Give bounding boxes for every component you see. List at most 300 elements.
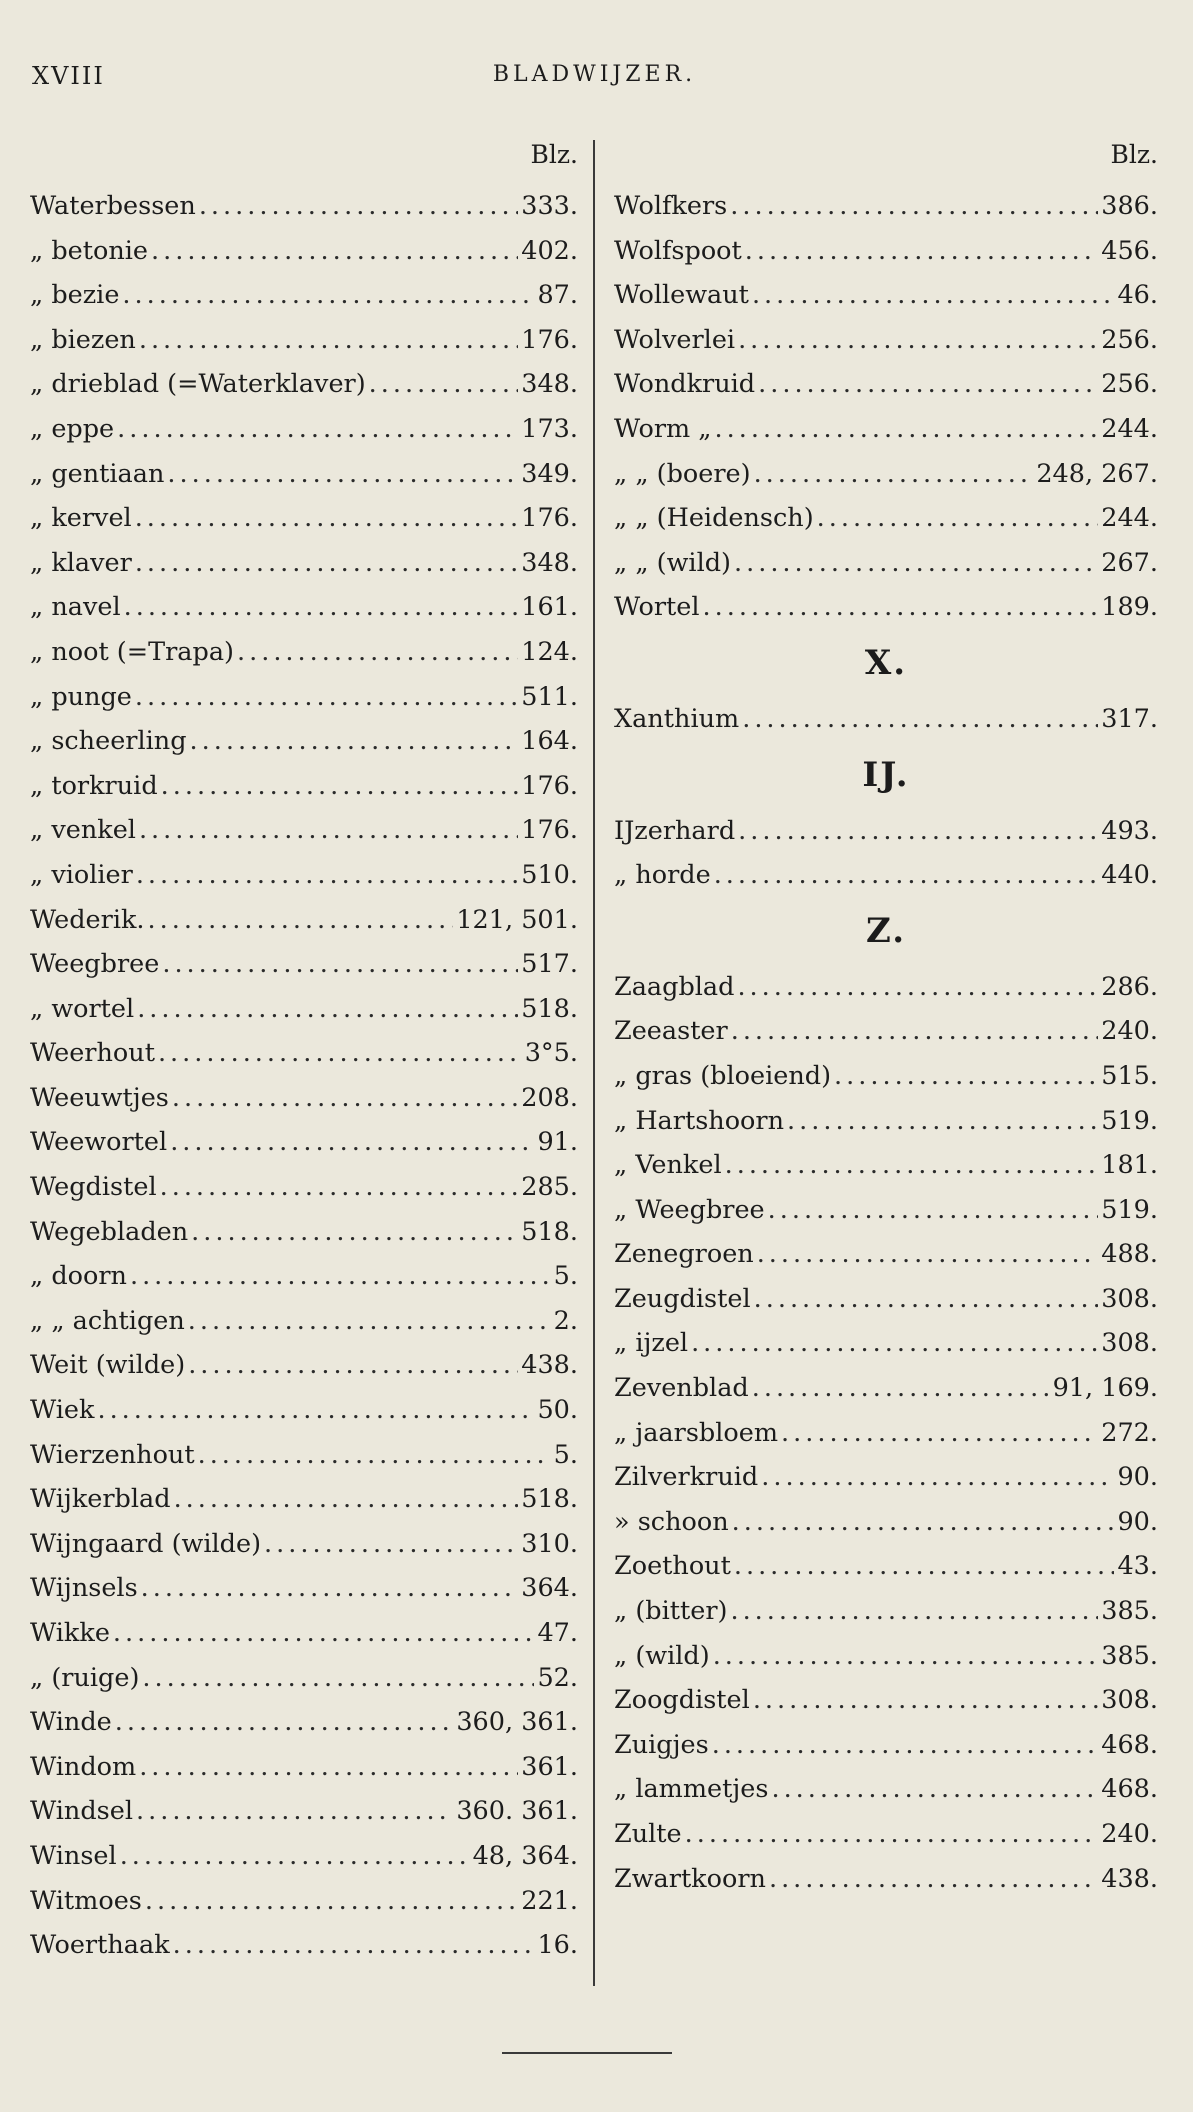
entry-page-number: 5. <box>553 1439 578 1470</box>
section-heading-x: X. <box>864 642 908 683</box>
dot-leader <box>130 1254 551 1299</box>
entry-page-number: 52. <box>537 1662 578 1693</box>
entry-page-number: 90. <box>1117 1506 1158 1537</box>
dot-leader <box>730 1589 1098 1634</box>
index-entry <box>30 1566 578 1611</box>
index-entry <box>30 229 578 274</box>
dot-leader <box>734 541 1098 586</box>
dot-leader <box>754 1277 1099 1322</box>
entry-term: » schoon <box>614 1506 729 1537</box>
entry-term: „ punge <box>30 681 132 712</box>
index-entry <box>614 184 1158 229</box>
entry-page-number: 16. <box>537 1930 578 1961</box>
dot-leader <box>117 407 518 452</box>
entry-page-number: 173. <box>521 413 578 444</box>
index-entry <box>614 1366 1158 1411</box>
dot-leader <box>730 184 1098 229</box>
entry-term: „ jaarsbloem <box>614 1417 779 1448</box>
index-entry <box>614 1723 1158 1768</box>
entry-page-number: 50. <box>537 1395 578 1426</box>
dot-leader <box>115 1700 454 1745</box>
dot-leader <box>97 1388 534 1433</box>
entry-page-number: 286. <box>1101 971 1158 1002</box>
entry-term: Wikke <box>30 1618 110 1648</box>
entry-term: Zeeaster <box>614 1016 728 1047</box>
entry-page-number: 308. <box>1101 1685 1158 1716</box>
index-entry <box>614 965 1158 1010</box>
dot-leader <box>148 898 454 943</box>
index-entry <box>614 1009 1158 1054</box>
entry-term: „ „ (wild) <box>614 547 731 578</box>
entry-term: Wegebladen <box>30 1216 189 1247</box>
entry-term: „ venkel <box>30 815 136 846</box>
entry-term: „ horde <box>614 860 711 891</box>
entry-page-number: 176. <box>521 770 578 801</box>
entry-page-number: 90. <box>1117 1462 1158 1493</box>
index-entry <box>30 585 578 630</box>
index-entry <box>30 1522 578 1567</box>
dot-leader <box>834 1054 1098 1099</box>
entry-page-number: 386. <box>1101 191 1158 221</box>
entry-term: Zuigjes <box>614 1729 709 1760</box>
dot-leader <box>158 1031 522 1076</box>
index-entry <box>30 1076 578 1121</box>
index-entry <box>30 1879 578 1924</box>
index-entry <box>30 942 578 987</box>
index-entry <box>614 853 1158 898</box>
dot-leader <box>191 1210 518 1255</box>
entry-page-number: 519. <box>1101 1105 1158 1136</box>
entry-page-number: 272. <box>1101 1417 1158 1448</box>
entry-term: Xanthium <box>614 703 740 734</box>
left-column <box>30 140 578 1968</box>
index-entry <box>614 541 1158 586</box>
entry-term: „ scheerling <box>30 726 187 757</box>
dot-leader <box>170 1120 534 1165</box>
section-heading-z: Z. <box>865 910 907 951</box>
page-title: BLADWIJZER. <box>492 62 697 87</box>
dot-leader <box>135 496 519 541</box>
index-entry <box>614 1411 1158 1456</box>
entry-page-number: 385. <box>1101 1596 1158 1627</box>
entry-page-number: 240. <box>1101 1016 1158 1047</box>
entry-term: „ (ruige) <box>30 1662 140 1693</box>
dot-leader <box>141 1566 519 1611</box>
entry-page-number: 438. <box>1101 1863 1158 1894</box>
entry-term: „ klaver <box>30 547 132 578</box>
entry-page-number: 121, 501. <box>456 904 578 935</box>
entry-page-number: 361. <box>521 1751 578 1782</box>
dot-leader <box>712 1723 1099 1768</box>
index-entry <box>30 1789 578 1834</box>
index-entry <box>30 1299 578 1344</box>
entry-term: „ torkruid <box>30 770 158 801</box>
entry-page-number: 510. <box>521 859 578 890</box>
entry-term: „ ijzel <box>614 1328 689 1359</box>
index-entry <box>30 318 578 363</box>
entry-page-number: 456. <box>1101 235 1158 266</box>
entry-page-number: 468. <box>1101 1729 1158 1760</box>
entry-page-number: 164. <box>521 726 578 757</box>
index-entry <box>614 229 1158 274</box>
dot-leader <box>761 1455 1114 1500</box>
dot-leader <box>685 1812 1099 1857</box>
dot-leader <box>190 719 519 764</box>
dot-leader <box>752 1366 1050 1411</box>
entry-term: „ doorn <box>30 1261 127 1292</box>
index-entry-list <box>614 809 1158 898</box>
entry-term: Weewortel <box>30 1127 168 1158</box>
index-entry <box>614 809 1158 854</box>
index-entry <box>30 1165 578 1210</box>
dot-leader <box>745 229 1098 274</box>
index-entry <box>614 496 1158 541</box>
dot-leader <box>817 496 1099 541</box>
index-entry <box>30 1388 578 1433</box>
entry-term: „ gras (bloeiend) <box>614 1060 832 1091</box>
index-entry <box>30 1834 578 1879</box>
dot-leader <box>754 452 1034 497</box>
dot-leader <box>136 853 518 898</box>
section-heading-ij: IJ. <box>862 754 910 795</box>
index-entry-list <box>614 184 1158 630</box>
index-entry <box>614 1857 1158 1902</box>
entry-page-number: 364. <box>521 1573 578 1604</box>
entry-term: IJzerhard <box>614 815 736 846</box>
index-entry <box>614 1634 1158 1679</box>
entry-page-number: 2. <box>553 1305 578 1336</box>
index-entry <box>30 987 578 1032</box>
right-column <box>614 140 1158 1901</box>
entry-page-number: 48, 364. <box>472 1840 578 1871</box>
index-entry <box>30 1433 578 1478</box>
entry-page-number: 5. <box>553 1261 578 1292</box>
entry-term: „ violier <box>30 859 133 890</box>
dot-leader <box>120 1834 470 1879</box>
index-entry <box>30 1210 578 1255</box>
entry-term: Zwartkoorn <box>614 1863 766 1894</box>
dot-leader <box>734 1544 1115 1589</box>
dot-leader <box>742 697 1098 742</box>
entry-page-number: 43. <box>1117 1551 1158 1582</box>
entry-page-number: 348. <box>521 369 578 400</box>
index-entry <box>30 675 578 720</box>
entry-term: Weerhout <box>30 1038 155 1069</box>
index-entry <box>614 1500 1158 1545</box>
entry-term: Zeugdistel <box>614 1283 751 1314</box>
entry-term: Wolfspoot <box>614 235 742 266</box>
entry-term: „ gentiaan <box>30 458 165 489</box>
entry-page-number: 181. <box>1101 1150 1158 1181</box>
dot-leader <box>714 853 1099 898</box>
entry-term: „ (bitter) <box>614 1596 728 1627</box>
entry-term: Waterbessen <box>30 191 196 221</box>
entry-term: Zoogdistel <box>614 1685 750 1716</box>
entry-term: „ bezie <box>30 280 120 311</box>
entry-page-number: 47. <box>537 1618 578 1648</box>
entry-page-number: 91, 169. <box>1052 1373 1158 1404</box>
dot-leader <box>139 1745 518 1790</box>
entry-page-number: 87. <box>537 280 578 311</box>
index-entry <box>614 1455 1158 1500</box>
index-entry <box>614 1277 1158 1322</box>
dot-leader <box>198 1433 551 1478</box>
entry-page-number: 161. <box>521 592 578 623</box>
dot-leader <box>738 809 1098 854</box>
dot-leader <box>769 1857 1098 1902</box>
column-heading-blz: Blz. <box>1110 140 1158 169</box>
index-entry <box>614 1143 1158 1188</box>
index-entry <box>30 541 578 586</box>
index-entry <box>30 1656 578 1701</box>
dot-leader <box>787 1099 1098 1144</box>
index-entry <box>614 1321 1158 1366</box>
dot-leader <box>188 1299 551 1344</box>
entry-page-number: 511. <box>521 681 578 712</box>
entry-term: Zevenblad <box>614 1373 749 1404</box>
column-heading-blz: Blz. <box>530 140 578 169</box>
dot-leader <box>771 1767 1098 1812</box>
entry-page-number: 518. <box>521 1216 578 1247</box>
index-entry <box>30 273 578 318</box>
index-entry <box>614 1678 1158 1723</box>
index-entry <box>614 1054 1158 1099</box>
dot-leader <box>752 273 1115 318</box>
entry-term: Wijnsels <box>30 1573 138 1604</box>
index-entry <box>30 407 578 452</box>
index-entry <box>30 719 578 764</box>
index-entry <box>614 1589 1158 1634</box>
index-entry <box>614 697 1158 742</box>
entry-term: „ drieblad (=Waterklaver) <box>30 369 366 400</box>
dot-leader <box>172 1076 518 1121</box>
entry-term: Wiek <box>30 1395 95 1426</box>
index-entry <box>30 1343 578 1388</box>
entry-term: „ Venkel <box>614 1150 722 1181</box>
index-entry <box>614 1188 1158 1233</box>
index-entry <box>30 1254 578 1299</box>
index-entry <box>30 1031 578 1076</box>
column-divider <box>593 140 595 1986</box>
entry-page-number: 308. <box>1101 1328 1158 1359</box>
dot-leader <box>124 585 519 630</box>
entry-term: Wegdistel <box>30 1172 157 1203</box>
entry-term: Wondkruid <box>614 369 756 400</box>
entry-term: „ navel <box>30 592 121 623</box>
index-entry <box>30 1611 578 1656</box>
footer-rule <box>502 2052 672 2054</box>
entry-page-number: 256. <box>1101 324 1158 355</box>
entry-page-number: 244. <box>1101 503 1158 534</box>
entry-term: Wolfkers <box>614 191 728 221</box>
entry-page-number: 517. <box>521 949 578 980</box>
entry-term: Zoethout <box>614 1551 731 1582</box>
entry-page-number: 519. <box>1101 1194 1158 1225</box>
entry-term: Zulte <box>614 1819 682 1849</box>
dot-leader <box>732 1500 1115 1545</box>
dot-leader <box>725 1143 1099 1188</box>
running-head <box>32 62 1157 102</box>
index-entry <box>30 1745 578 1790</box>
entry-term: „ Weegbree <box>614 1194 765 1225</box>
dot-leader <box>113 1611 535 1656</box>
index-entry <box>614 1767 1158 1812</box>
entry-page-number: 244. <box>1101 413 1158 444</box>
entry-term: „ „ (boere) <box>614 458 751 489</box>
dot-leader <box>139 318 518 363</box>
dot-leader <box>142 1656 534 1701</box>
dot-leader <box>137 987 518 1032</box>
entry-term: Wijngaard (wilde) <box>30 1528 262 1559</box>
entry-term: Wollewaut <box>614 280 749 311</box>
entry-page-number: 360, 361. <box>456 1707 578 1738</box>
entry-page-number: 189. <box>1101 592 1158 623</box>
dot-leader <box>122 273 534 318</box>
dot-leader <box>145 1879 518 1924</box>
index-entry <box>30 630 578 675</box>
entry-term: „ noot (=Trapa) <box>30 636 234 667</box>
dot-leader <box>738 318 1098 363</box>
entry-page-number: 493. <box>1101 815 1158 846</box>
dot-leader <box>161 764 519 809</box>
entry-term: Worm „ <box>614 413 712 444</box>
index-entry <box>30 764 578 809</box>
entry-page-number: 349. <box>521 458 578 489</box>
index-entry <box>614 1812 1158 1857</box>
entry-page-number: 91. <box>537 1127 578 1158</box>
dot-leader <box>188 1343 518 1388</box>
entry-term: „ biezen <box>30 324 136 355</box>
entry-page-number: 176. <box>521 503 578 534</box>
entry-term: Wolverlei <box>614 324 736 355</box>
dot-leader <box>369 362 519 407</box>
entry-page-number: 310. <box>521 1528 578 1559</box>
entry-page-number: 248, 267. <box>1036 458 1158 489</box>
entry-term: „ wortel <box>30 993 135 1024</box>
entry-page-number: 176. <box>521 324 578 355</box>
index-entry <box>30 362 578 407</box>
dot-leader <box>781 1411 1098 1456</box>
index-entry-list <box>30 184 578 1968</box>
index-entry <box>30 1923 578 1968</box>
entry-term: Weit (wilde) <box>30 1350 186 1381</box>
dot-leader <box>136 1789 453 1834</box>
entry-page-number: 518. <box>521 1484 578 1515</box>
entry-page-number: 333. <box>521 191 578 221</box>
entry-page-number: 438. <box>521 1350 578 1381</box>
dot-leader <box>753 1678 1098 1723</box>
entry-term: Winde <box>30 1707 112 1738</box>
dot-leader <box>167 452 518 497</box>
entry-page-number: 317. <box>1101 703 1158 734</box>
index-entry <box>30 452 578 497</box>
entry-term: Witmoes <box>30 1885 142 1916</box>
entry-page-number: 46. <box>1117 280 1158 311</box>
dot-leader <box>199 184 518 229</box>
entry-term: „ betonie <box>30 235 148 266</box>
entry-term: Weegbree <box>30 949 160 980</box>
index-entry-list <box>614 697 1158 742</box>
index-entry <box>30 898 578 943</box>
entry-term: Wierzenhout <box>30 1439 195 1470</box>
index-entry <box>614 1099 1158 1144</box>
index-entry <box>30 1477 578 1522</box>
entry-page-number: 267. <box>1101 547 1158 578</box>
entry-term: Zenegroen <box>614 1239 754 1270</box>
entry-page-number: 488. <box>1101 1239 1158 1270</box>
entry-term: „ lammetjes <box>614 1774 769 1805</box>
entry-page-number: 124. <box>521 636 578 667</box>
dot-leader <box>151 229 518 274</box>
dot-leader <box>139 808 518 853</box>
entry-term: Woerthaak <box>30 1930 170 1961</box>
index-entry <box>30 1120 578 1165</box>
index-entry <box>30 853 578 898</box>
index-entry <box>614 1232 1158 1277</box>
index-entry <box>30 184 578 229</box>
dot-leader <box>237 630 518 675</box>
dot-leader <box>731 1009 1099 1054</box>
index-entry <box>30 808 578 853</box>
index-entry <box>614 585 1158 630</box>
entry-term: Windsel <box>30 1796 133 1827</box>
entry-term: „ (wild) <box>614 1640 710 1671</box>
entry-page-number: 221. <box>521 1885 578 1916</box>
index-entry <box>614 407 1158 452</box>
entry-term: „ „ (Heidensch) <box>614 503 814 534</box>
entry-term: Zaagblad <box>614 971 735 1002</box>
entry-page-number: 348. <box>521 547 578 578</box>
entry-page-number: 385. <box>1101 1640 1158 1671</box>
entry-term: Wijkerblad <box>30 1484 171 1515</box>
entry-page-number: 285. <box>521 1172 578 1203</box>
index-entry <box>614 1544 1158 1589</box>
dot-leader <box>162 942 518 987</box>
entry-term: „ „ achtigen <box>30 1305 185 1336</box>
entry-page-number: 308. <box>1101 1283 1158 1314</box>
entry-term: „ kervel <box>30 503 132 534</box>
entry-term: „ eppe <box>30 413 115 444</box>
dot-leader <box>160 1165 519 1210</box>
entry-page-number: 360. 361. <box>456 1796 578 1827</box>
entry-term: Wortel <box>614 592 700 623</box>
dot-leader <box>691 1321 1098 1366</box>
dot-leader <box>758 362 1098 407</box>
entry-term: Weeuwtjes <box>30 1082 169 1113</box>
index-entry-list <box>614 965 1158 1901</box>
entry-page-number: 240. <box>1101 1819 1158 1849</box>
dot-leader <box>715 407 1099 452</box>
dot-leader <box>173 1923 535 1968</box>
entry-page-number: 402. <box>521 235 578 266</box>
entry-page-number: 468. <box>1101 1774 1158 1805</box>
page-number: XVIII <box>32 62 105 90</box>
dot-leader <box>135 541 518 586</box>
dot-leader <box>264 1522 518 1567</box>
dot-leader <box>703 585 1099 630</box>
index-entry <box>614 362 1158 407</box>
index-entry <box>614 452 1158 497</box>
entry-page-number: 256. <box>1101 369 1158 400</box>
dot-leader <box>757 1232 1099 1277</box>
dot-leader <box>768 1188 1099 1233</box>
entry-term: Wederik. <box>30 904 145 935</box>
entry-page-number: 518. <box>521 993 578 1024</box>
entry-page-number: 176. <box>521 815 578 846</box>
entry-term: Winsel <box>30 1840 117 1871</box>
dot-leader <box>135 675 518 720</box>
index-entry <box>30 496 578 541</box>
